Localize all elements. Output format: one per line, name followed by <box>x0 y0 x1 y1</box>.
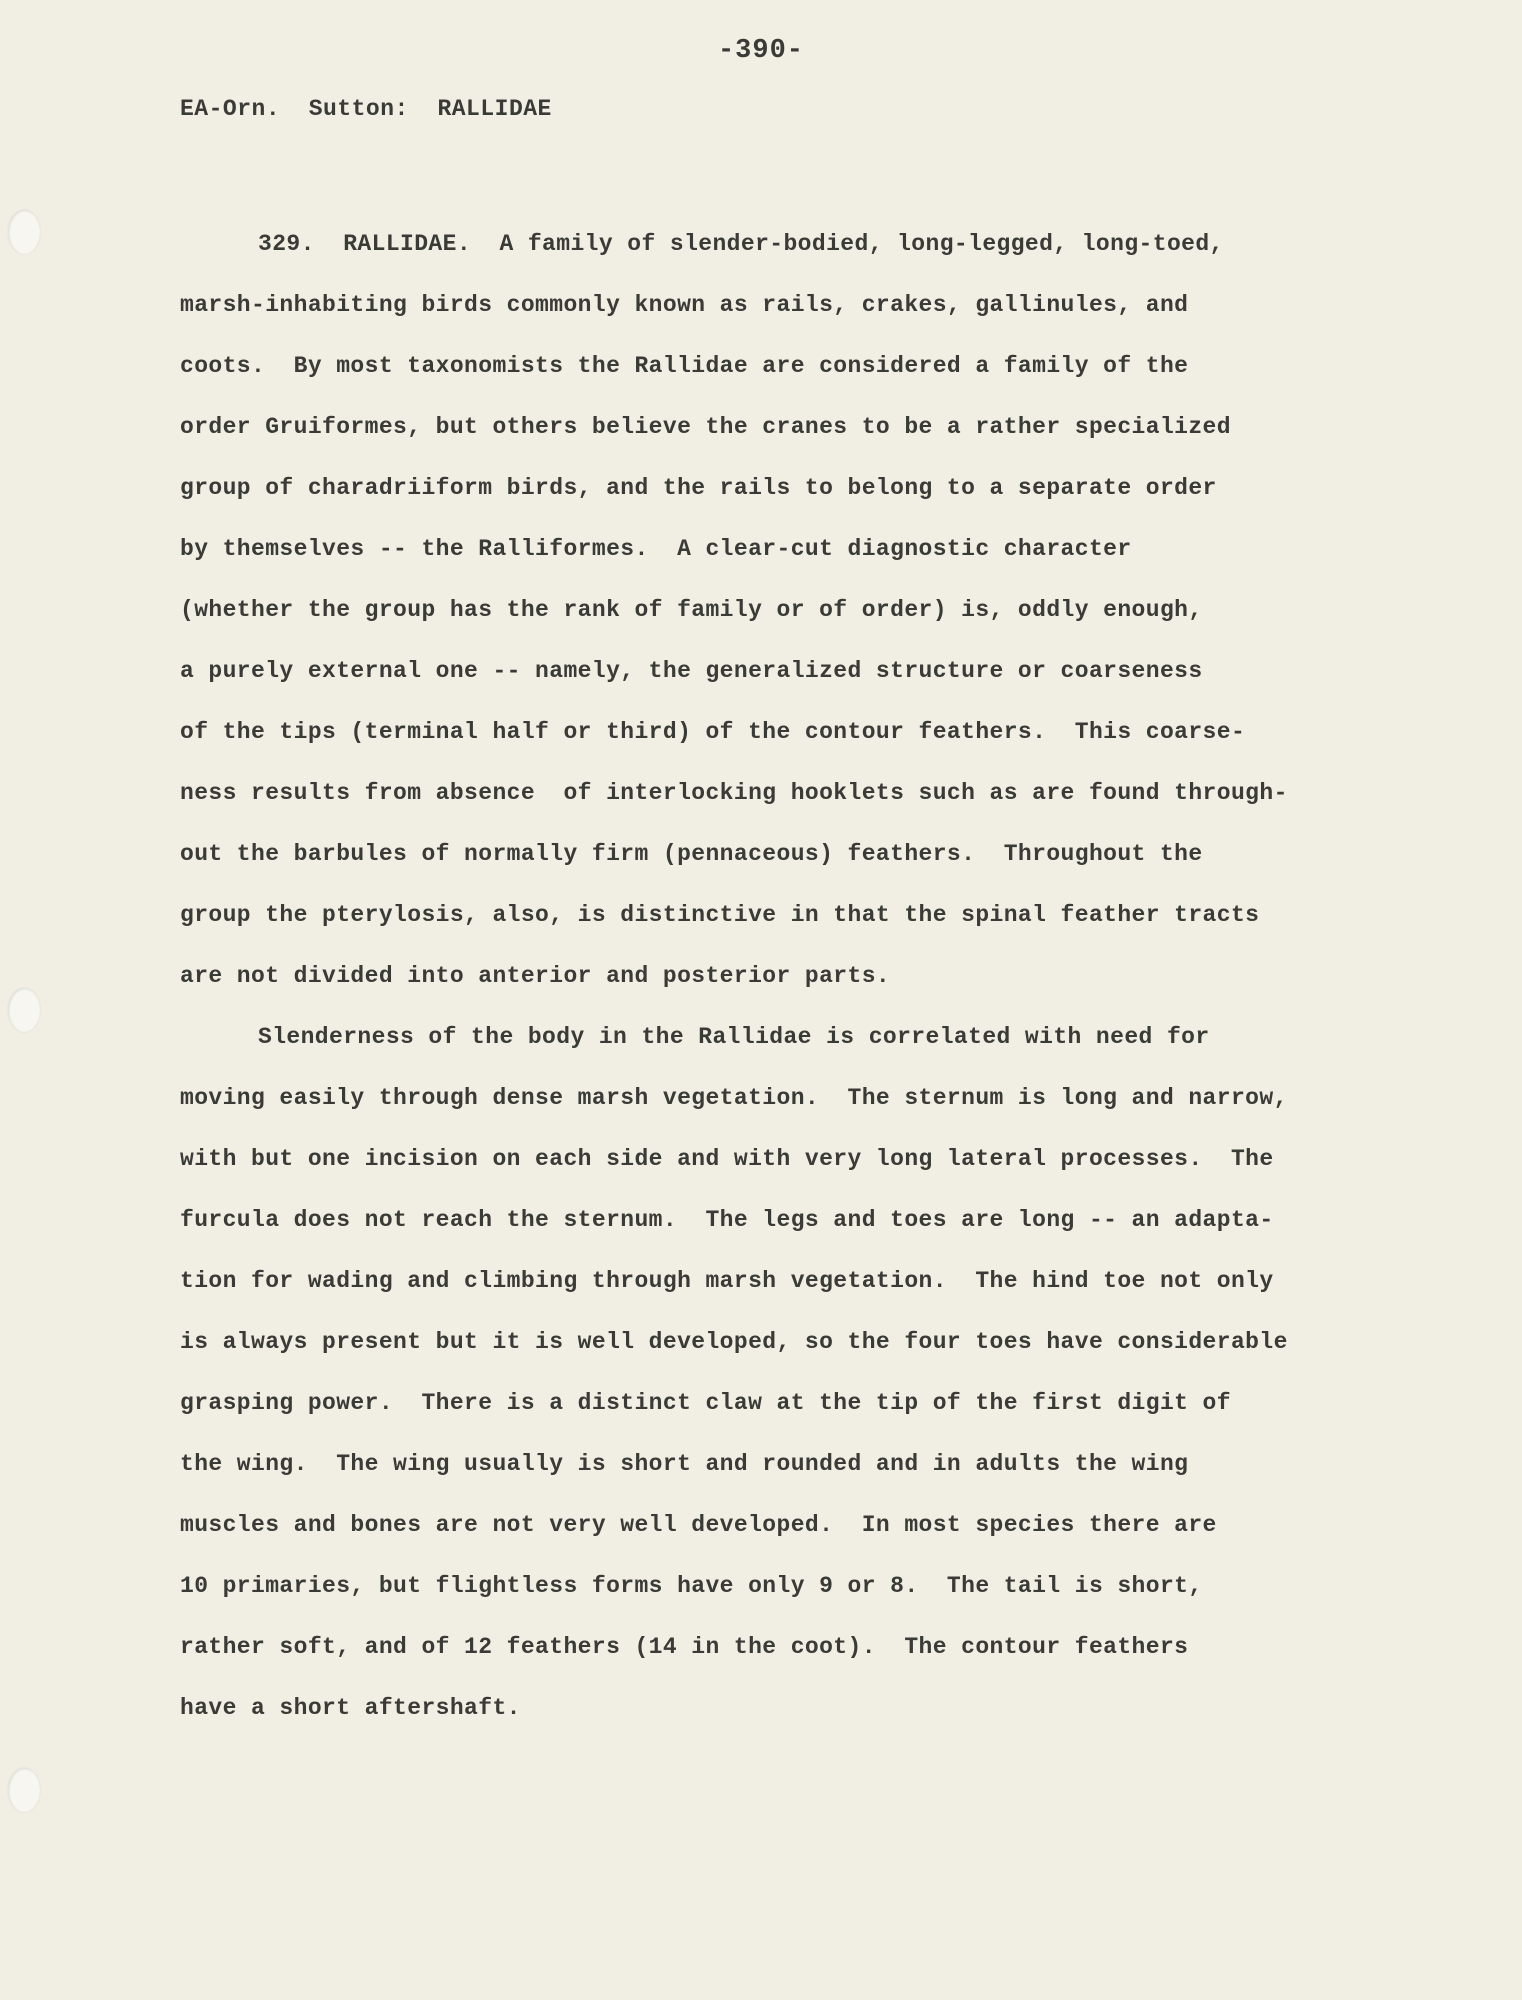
page-number: -390- <box>717 36 804 66</box>
text-line: by themselves -- the Ralliformes. A clear-cut diagnostic character <box>180 536 1132 562</box>
text-line: 329. RALLIDAE. A family of slender-bodied, long-legged, long-toed, <box>258 231 1224 257</box>
text-line: ness results from absence of interlocking hooklets such as are found through- <box>180 780 1288 806</box>
text-line: coots. By most taxonomists the Rallidae are considered a family of the <box>180 353 1189 379</box>
text-line: Slenderness of the body in the Rallidae is correlated with need for <box>258 1024 1210 1050</box>
text-line: the wing. The wing usually is short and rounded and in adults the wing <box>180 1451 1189 1477</box>
text-line: tion for wading and climbing through marsh vegetation. The hind toe not only <box>180 1268 1274 1294</box>
punch-hole <box>8 988 40 1032</box>
text-line: is always present but it is well developed, so the four toes have considerable <box>180 1329 1288 1355</box>
text-line: rather soft, and of 12 feathers (14 in the coot). The contour feathers <box>180 1634 1189 1660</box>
text-line: a purely external one -- namely, the generalized structure or coarseness <box>180 658 1203 684</box>
text-line: are not divided into anterior and posterior parts. <box>180 963 891 989</box>
body-text <box>180 214 1380 1739</box>
text-line: with but one incision on each side and with very long lateral processes. The <box>180 1146 1274 1172</box>
running-header: EA-Orn. Sutton: RALLIDAE <box>180 96 552 122</box>
paragraph-slenderness <box>180 1007 1380 1739</box>
text-line: grasping power. There is a distinct claw at the tip of the first digit of <box>180 1390 1231 1416</box>
text-line: 10 primaries, but flightless forms have only 9 or 8. The tail is short, <box>180 1573 1203 1599</box>
text-line: group of charadriiform birds, and the rails to belong to a separate order <box>180 475 1217 501</box>
text-line: of the tips (terminal half or third) of the contour feathers. This coarse- <box>180 719 1246 745</box>
text-line: group the pterylosis, also, is distinctive in that the spinal feather tracts <box>180 902 1260 928</box>
text-line: (whether the group has the rank of family or of order) is, oddly enough, <box>180 597 1203 623</box>
text-line: out the barbules of normally firm (pennaceous) feathers. Throughout the <box>180 841 1203 867</box>
text-line: moving easily through dense marsh vegetation. The sternum is long and narrow, <box>180 1085 1288 1111</box>
punch-hole <box>8 210 40 254</box>
text-line: furcula does not reach the sternum. The legs and toes are long -- an adapta- <box>180 1207 1274 1233</box>
punch-hole <box>8 1768 40 1812</box>
text-line: order Gruiformes, but others believe the cranes to be a rather specialized <box>180 414 1231 440</box>
text-line: muscles and bones are not very well developed. In most species there are <box>180 1512 1217 1538</box>
text-line: have a short aftershaft. <box>180 1695 521 1721</box>
paragraph-rallidae-family <box>180 214 1380 1007</box>
text-line: marsh-inhabiting birds commonly known as rails, crakes, gallinules, and <box>180 292 1189 318</box>
